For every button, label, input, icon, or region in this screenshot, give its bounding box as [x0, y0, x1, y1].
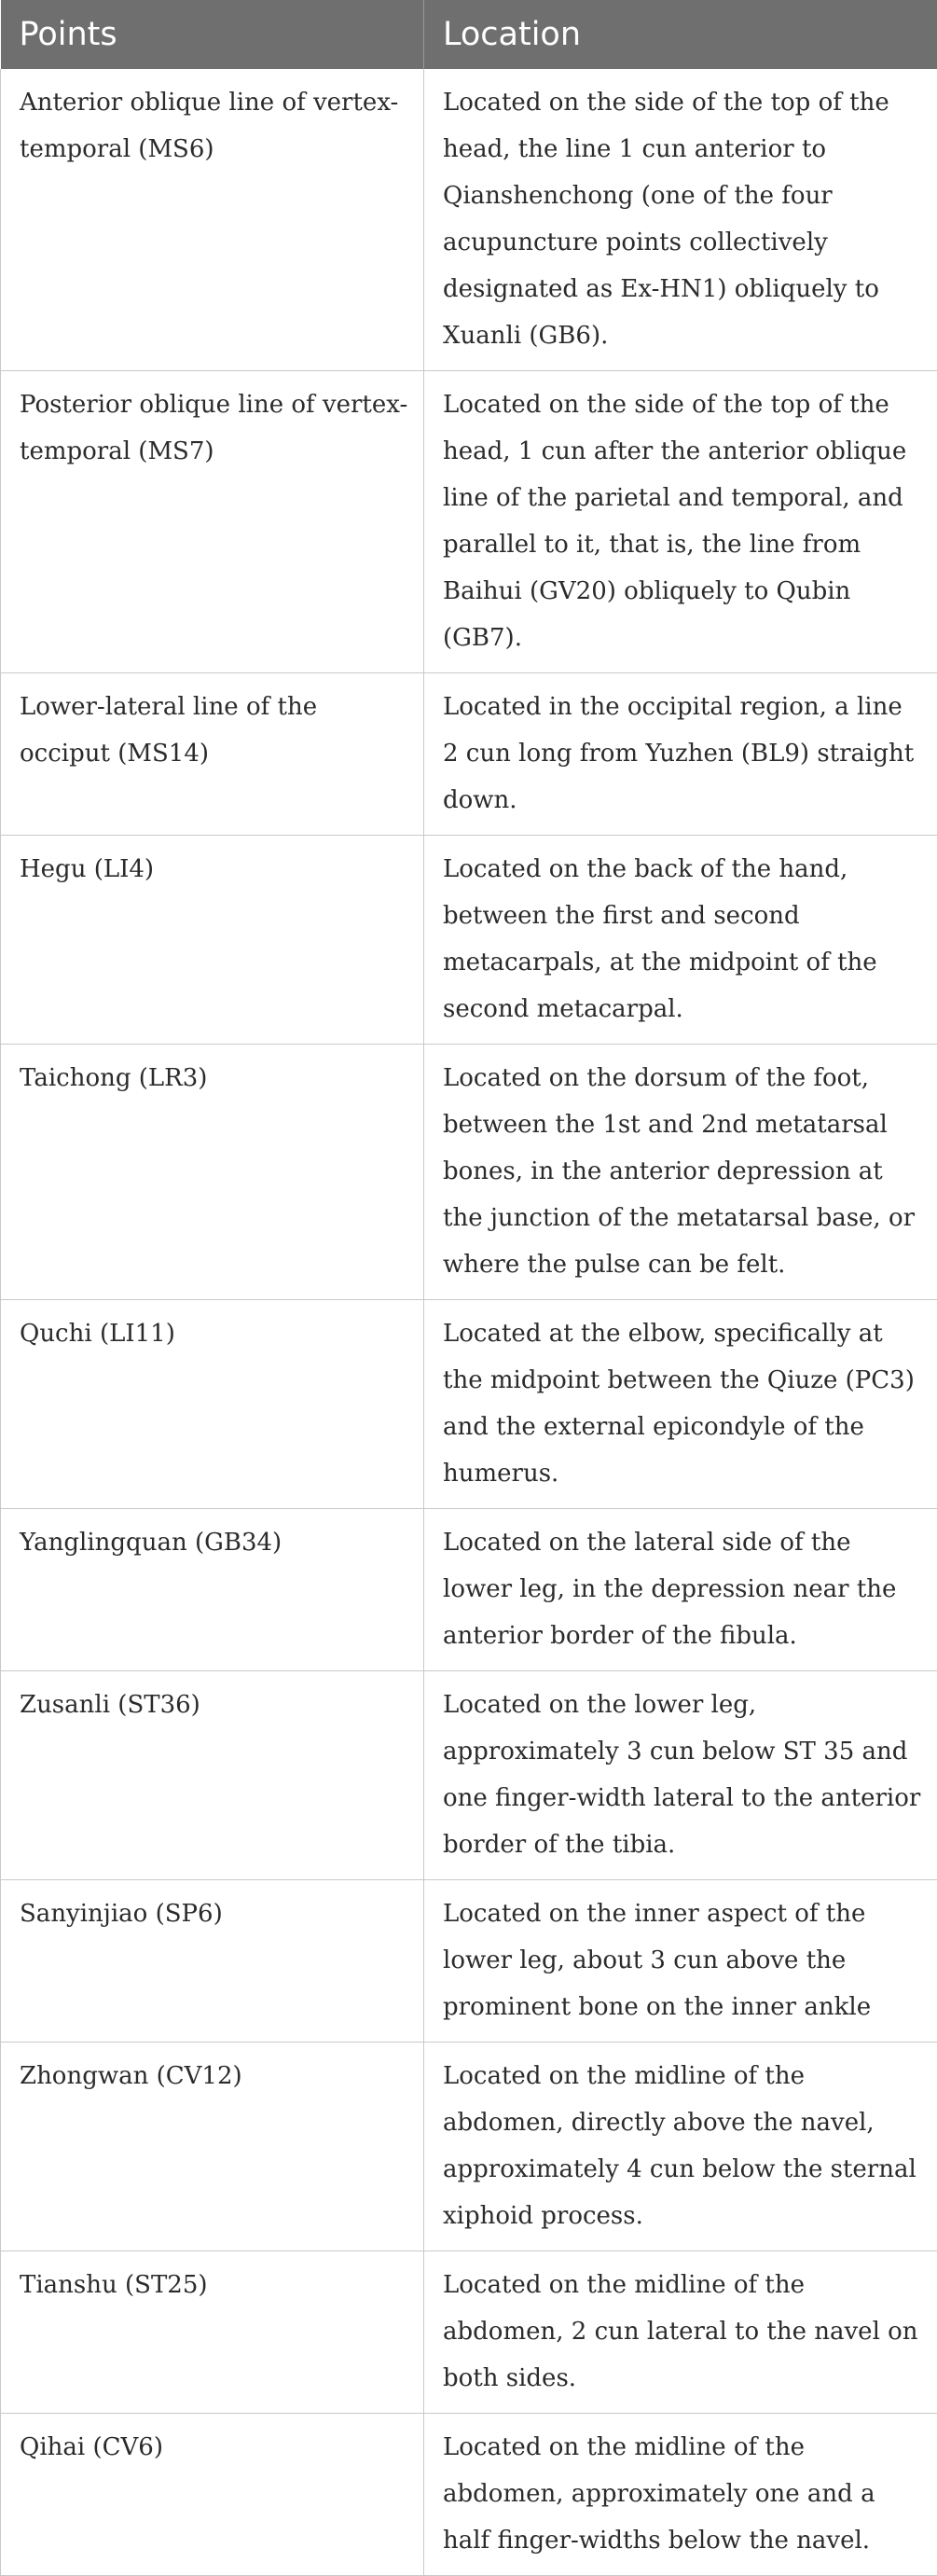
point-cell: Quchi (LI11) — [1, 1300, 424, 1509]
point-cell: Taichong (LR3) — [1, 1045, 424, 1300]
table-row — [1, 69, 937, 371]
point-cell: Yanglingquan (GB34) — [1, 1509, 424, 1671]
table-row — [1, 1509, 937, 1671]
table-row — [1, 1671, 937, 1880]
point-cell: Zusanli (ST36) — [1, 1671, 424, 1880]
table-row — [1, 371, 937, 673]
location-cell: Located on the lower leg, approximately 3 cun below ST 35 and one finger-width lateral to the anterior border of the tibia. — [424, 1671, 937, 1880]
location-cell: Located on the back of the hand, between the first and second metacarpals, at the midpoint of the second metacarpal. — [424, 836, 937, 1045]
location-cell: Located on the midline of the abdomen, directly above the navel, approximately 4 cun below the sternal xiphoid process. — [424, 2043, 937, 2251]
location-cell: Located in the occipital region, a line 2 cun long from Yuzhen (BL9) straight down. — [424, 673, 937, 836]
location-cell: Located on the midline of the abdomen, approximately one and a half finger-widths below the navel. — [424, 2414, 937, 2576]
location-cell: Located at the elbow, specifically at the midpoint between the Qiuze (PC3) and the external epicondyle of the humerus. — [424, 1300, 937, 1509]
location-cell: Located on the side of the top of the head, the line 1 cun anterior to Qianshenchong (one of the four acupuncture points collectively designated as Ex-HN1) obliquely to Xuanli (GB6). — [424, 69, 937, 371]
table-row — [1, 1300, 937, 1509]
point-cell: Hegu (LI4) — [1, 836, 424, 1045]
table-row — [1, 2043, 937, 2251]
header-row — [1, 0, 937, 69]
location-cell: Located on the dorsum of the foot, between the 1st and 2nd metatarsal bones, in the anterior depression at the junction of the metatarsal base, or where the pulse can be felt. — [424, 1045, 937, 1300]
table-row — [1, 673, 937, 836]
point-cell: Anterior oblique line of vertex-temporal (MS6) — [1, 69, 424, 371]
point-cell: Tianshu (ST25) — [1, 2251, 424, 2414]
header-points: Points — [1, 0, 424, 69]
point-cell: Posterior oblique line of vertex-temporal (MS7) — [1, 371, 424, 673]
location-cell: Located on the lateral side of the lower leg, in the depression near the anterior border of the fibula. — [424, 1509, 937, 1671]
point-cell: Lower-lateral line of the occiput (MS14) — [1, 673, 424, 836]
header-location: Location — [424, 0, 937, 69]
table-row — [1, 2414, 937, 2576]
table-row — [1, 2251, 937, 2414]
table-row — [1, 1045, 937, 1300]
point-cell: Sanyinjiao (SP6) — [1, 1880, 424, 2043]
table-row — [1, 836, 937, 1045]
location-cell: Located on the midline of the abdomen, 2 cun lateral to the navel on both sides. — [424, 2251, 937, 2414]
table-row — [1, 1880, 937, 2043]
location-cell: Located on the side of the top of the head, 1 cun after the anterior oblique line of the parietal and temporal, and parallel to it, that is, the line from Baihui (GV20) obliquely to Qubin (GB7). — [424, 371, 937, 673]
location-cell: Located on the inner aspect of the lower leg, about 3 cun above the prominent bone on the inner ankle — [424, 1880, 937, 2043]
point-cell: Qihai (CV6) — [1, 2414, 424, 2576]
point-cell: Zhongwan (CV12) — [1, 2043, 424, 2251]
